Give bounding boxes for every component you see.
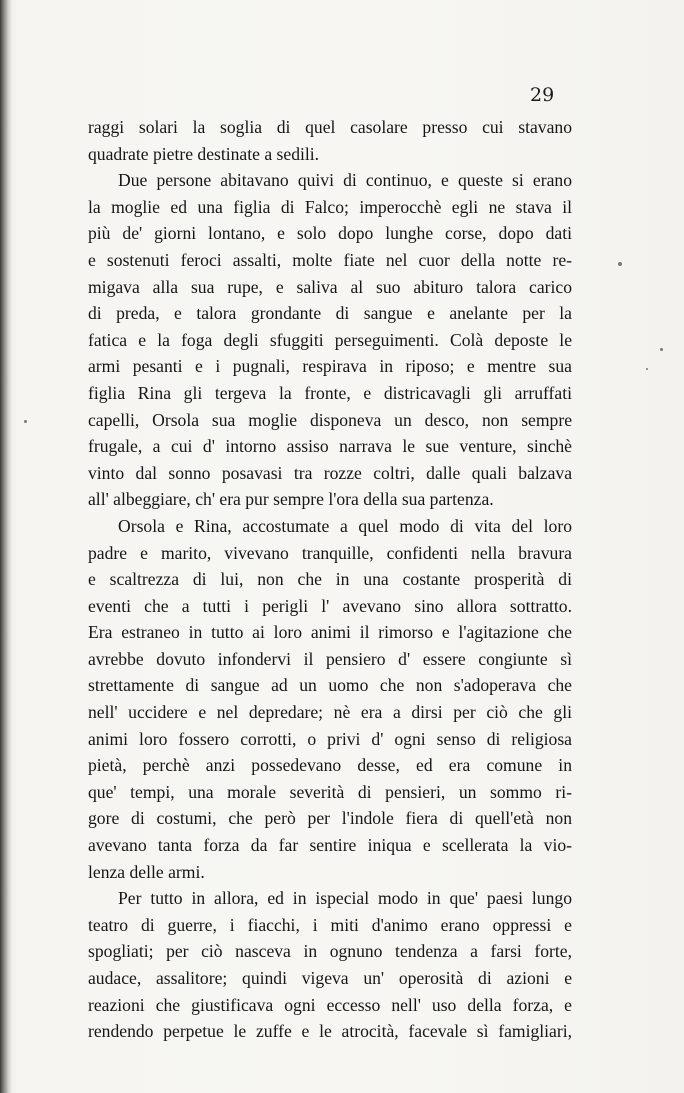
text-line: la moglie ed una figlia di Falco; imperocchè egli ne stava il	[88, 196, 572, 217]
text-line: quadrate pietre destinate a sedili.	[88, 143, 320, 164]
page-number: 29	[530, 84, 555, 106]
text-line: migava alla sua rupe, e saliva al suo abituro talora carico	[88, 276, 572, 297]
text-line: più de' giorni lontano, e solo dopo lunghe corse, dopo dati	[88, 223, 572, 244]
paper-speck	[660, 348, 663, 351]
text-line: pietà, perchè anzi possedevano desse, ed era comune in	[88, 755, 572, 776]
text-line: rendendo perpetue le zuffe e le atrocità, facevale sì famigliari,	[88, 1021, 572, 1042]
text-line: armi pesanti e i pugnali, respirava in riposo; e mentre sua	[88, 356, 572, 377]
text-line: que' tempi, una morale severità di pensieri, un sommo ri-	[88, 781, 572, 802]
text-line: Per tutto in allora, ed in ispecial modo in que' paesi lungo	[118, 888, 572, 909]
text-line: padre e marito, vivevano tranquille, confidenti nella bravura	[88, 542, 572, 563]
text-line: eventi che a tutti i perigli l' avevano sino allora sottratto.	[88, 595, 572, 616]
text-line: di preda, e talora grondante di sangue e anelante per la	[88, 303, 572, 324]
text-line: figlia Rina gli tergeva la fronte, e districavagli gli arruffati	[88, 382, 572, 403]
text-line: raggi solari la soglia di quel casolare presso cui stavano	[88, 117, 572, 137]
paper-speck	[618, 262, 622, 266]
text-line: all' albeggiare, ch' era pur sempre l'ora della sua partenza.	[88, 489, 494, 510]
text-line: lenza delle armi.	[88, 861, 205, 882]
paper-speck	[24, 420, 27, 423]
text-line: Orsola e Rina, accostumate a quel modo di vita del loro	[118, 515, 572, 536]
text-line: avevano tanta forza da far sentire iniqua e scellerata la vio-	[88, 835, 572, 856]
text-line: teatro di guerre, i fiacchi, i miti d'animo erano oppressi e	[88, 914, 572, 935]
body-text	[88, 114, 572, 1045]
paper-speck	[646, 368, 648, 370]
text-line: e sostenuti feroci assalti, molte fiate nel cuor della notte re-	[88, 249, 572, 270]
text-line: gore di costumi, che però per l'indole fiera di quell'età non	[88, 808, 572, 829]
text-line: Era estraneo in tutto ai loro animi il rimorso e l'agitazione che	[88, 622, 572, 643]
text-line: audace, assalitore; quindi vigeva un' operosità di azioni e	[88, 968, 572, 988]
binding-edge	[0, 0, 12, 1093]
text-line: animi loro fossero corrotti, o privi d' ogni senso di religiosa	[88, 728, 572, 749]
text-line: avrebbe dovuto infondervi il pensiero d' essere congiunte sì	[88, 648, 572, 669]
text-line: fatica e la foga degli sfuggiti perseguimenti. Colà deposte le	[88, 329, 572, 350]
text-line: capelli, Orsola sua moglie disponeva un desco, non sempre	[88, 409, 572, 430]
text-line: Due persone abitavano quivi di continuo, e queste si erano	[118, 170, 572, 191]
text-line: reazioni che giustificava ogni eccesso nell' uso della forza, e	[88, 994, 572, 1015]
text-line: frugale, a cui d' intorno assiso narrava le sue venture, sinchè	[88, 436, 572, 457]
text-line: vinto dal sonno posavasi tra rozze coltri, dalle quali balzava	[88, 462, 572, 483]
text-line: strettamente di sangue ad un uomo che non s'adoperava che	[88, 675, 572, 696]
text-line: spogliati; per ciò nasceva in ognuno tendenza a farsi forte,	[88, 941, 572, 962]
text-line: nell' uccidere e nel depredare; nè era a dirsi per ciò che gli	[88, 702, 572, 723]
text-line: e scaltrezza di lui, non che in una costante prosperità di	[88, 569, 572, 590]
